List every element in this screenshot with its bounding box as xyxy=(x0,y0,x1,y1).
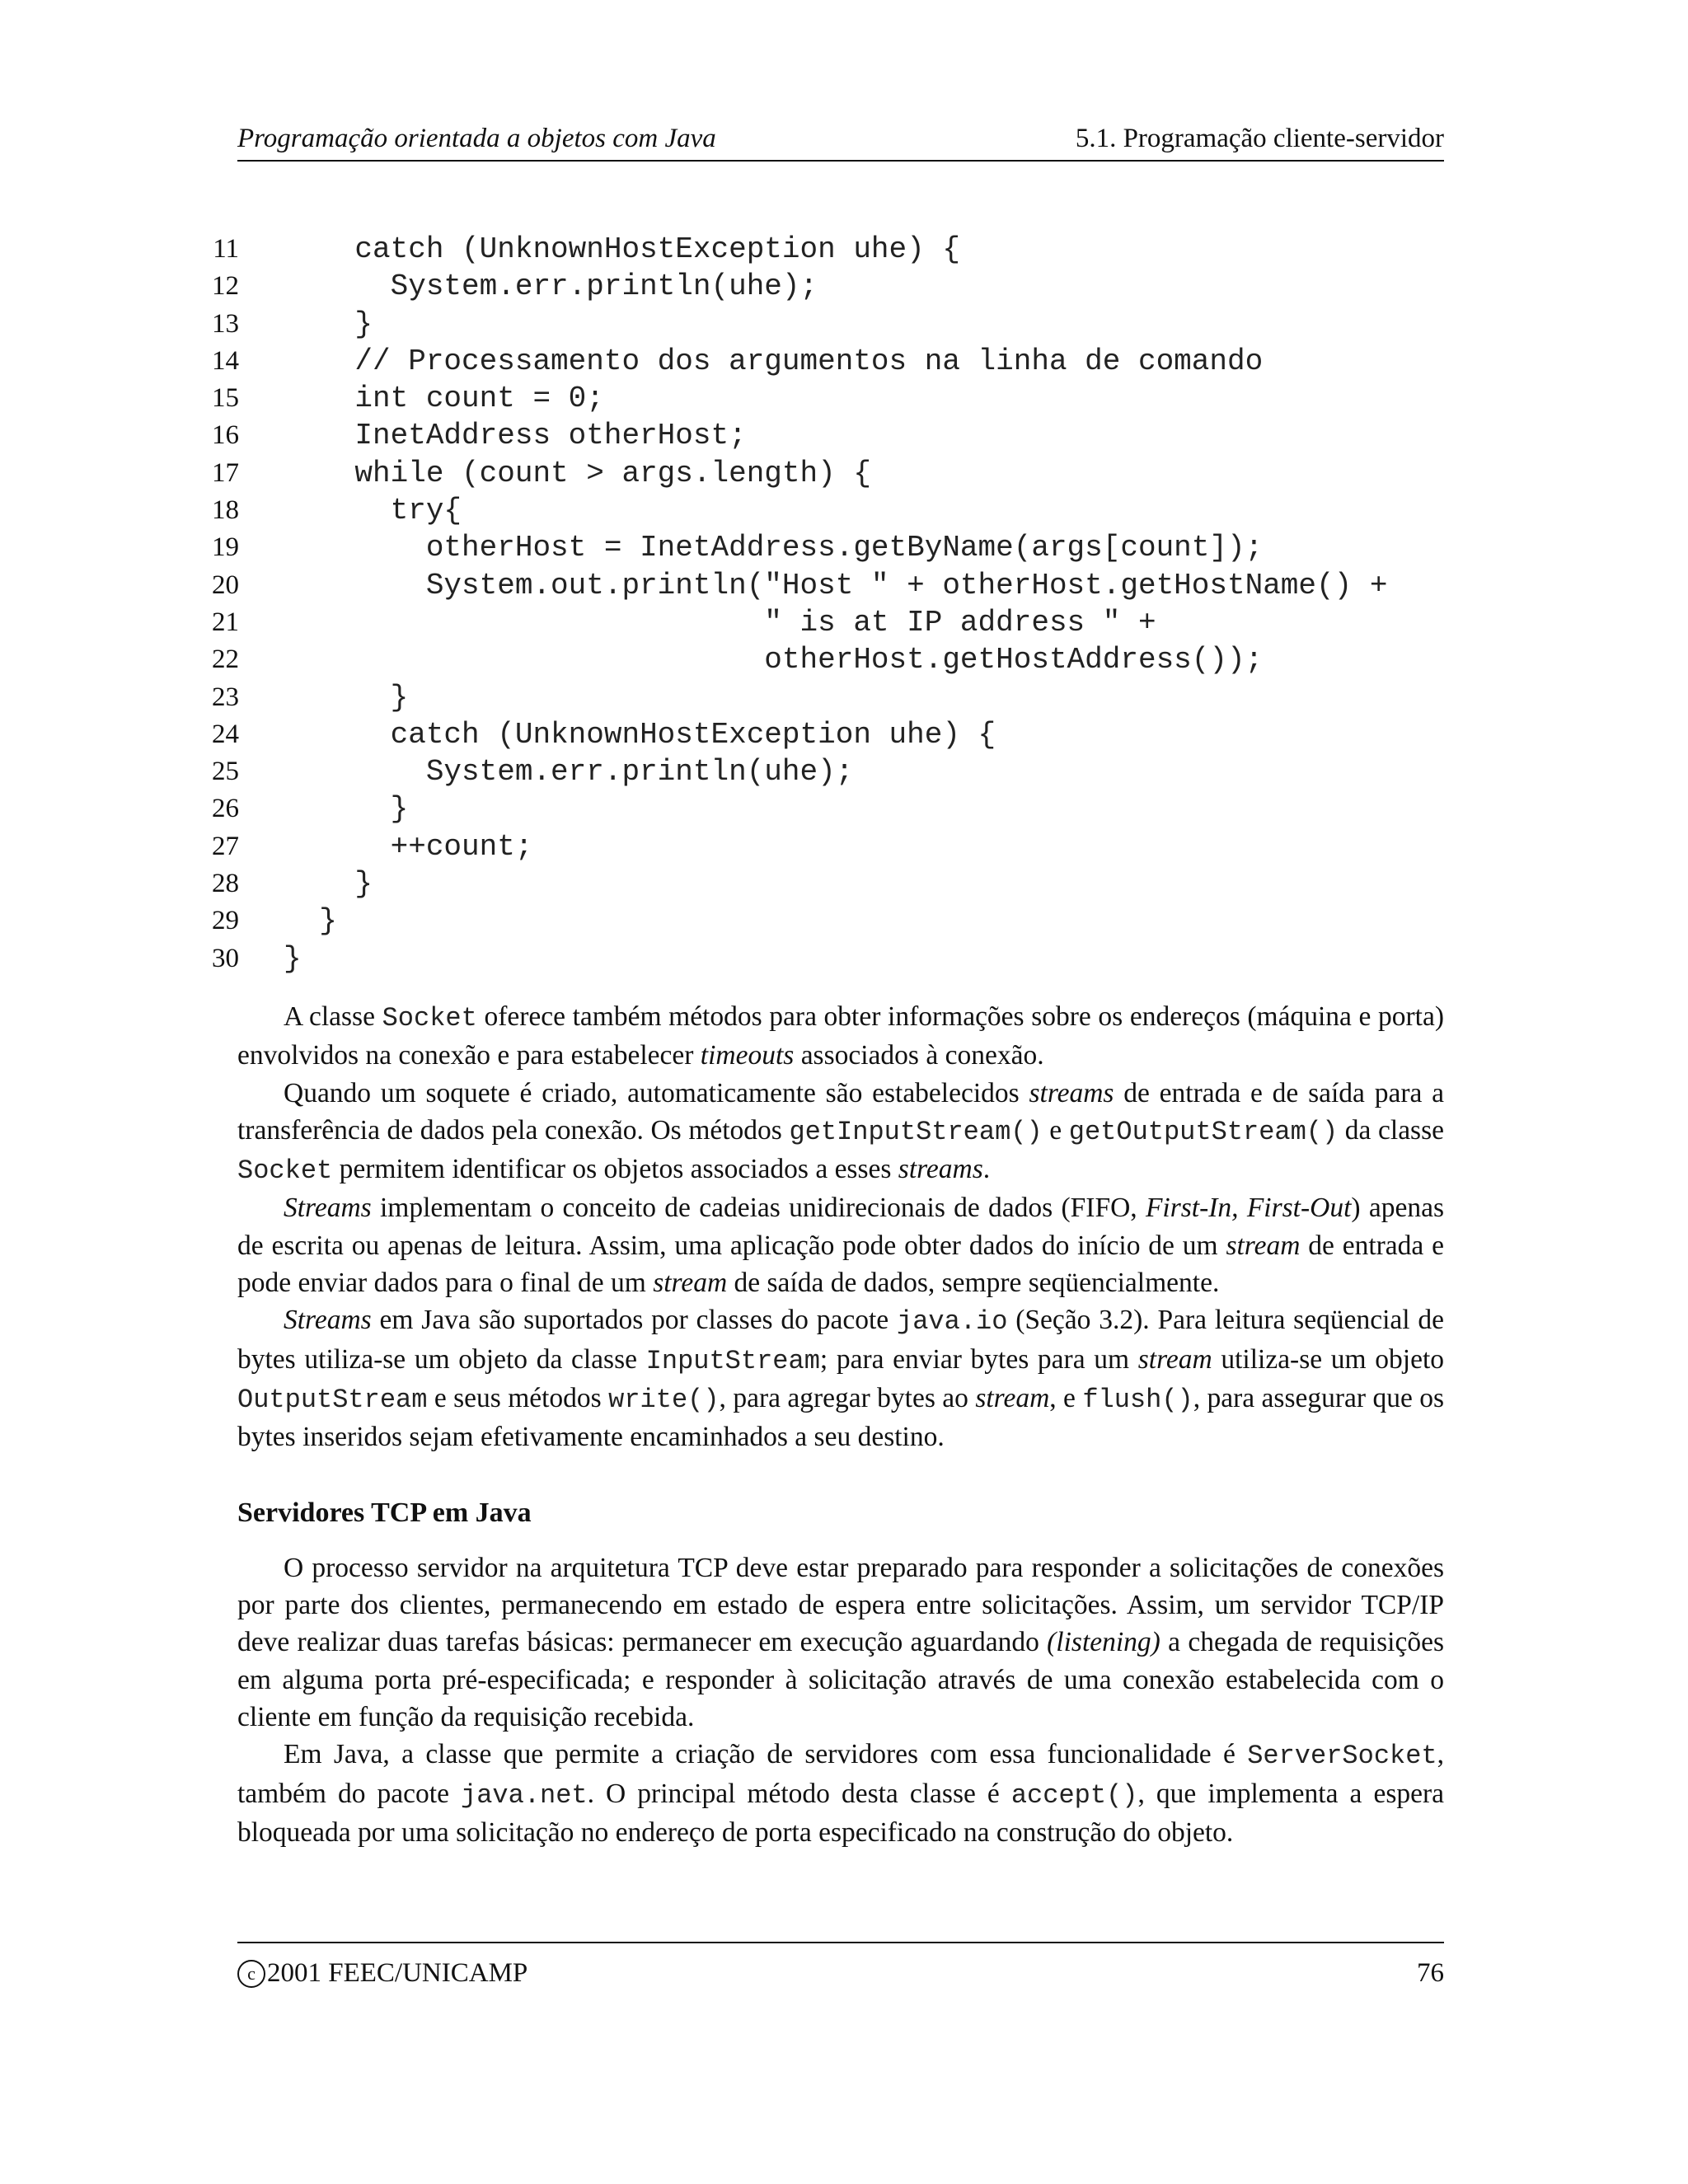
code-text: InetAddress otherHost; xyxy=(284,419,747,453)
code-listing xyxy=(206,231,1492,977)
code-line xyxy=(206,567,1492,604)
code-line xyxy=(206,679,1492,716)
code-line xyxy=(206,716,1492,753)
code-text: System.err.println(uhe); xyxy=(284,269,818,304)
code-text: } xyxy=(284,792,409,827)
code-line xyxy=(206,865,1492,902)
code-text: try{ xyxy=(284,494,462,528)
code-line xyxy=(206,902,1492,940)
body-text xyxy=(237,998,1444,1851)
line-number: 14 xyxy=(212,345,239,376)
line-number: 24 xyxy=(212,719,239,749)
code-text: } xyxy=(284,904,337,939)
code-line xyxy=(206,306,1492,343)
line-number: 22 xyxy=(212,644,239,675)
code-text: ++count; xyxy=(284,829,533,864)
code-text: } xyxy=(284,941,302,976)
page-footer xyxy=(237,1942,1444,1988)
line-number: 28 xyxy=(212,869,239,899)
page-number: 76 xyxy=(1417,1958,1444,1988)
inline-code: getOutputStream() xyxy=(1068,1116,1339,1147)
code-line xyxy=(206,790,1492,827)
line-number: 12 xyxy=(212,271,239,302)
code-text: while (count > args.length) { xyxy=(284,456,871,490)
inline-code: write() xyxy=(608,1384,720,1415)
line-number: 23 xyxy=(212,682,239,712)
code-text: System.err.println(uhe); xyxy=(284,755,854,790)
line-number: 29 xyxy=(212,906,239,936)
code-line xyxy=(206,828,1492,865)
code-text: otherHost = InetAddress.getByName(args[count]); xyxy=(284,531,1264,565)
line-number: 21 xyxy=(212,607,239,637)
line-number: 25 xyxy=(212,757,239,787)
inline-code: Socket xyxy=(237,1155,333,1187)
paragraph-socket-methods: A classe Socket oferece também métodos para obter informações sobre os endereços (máquina e porta) envolvidos na conexão e para estabelecer timeouts associados à conexão. xyxy=(237,1001,1444,1071)
code-line xyxy=(206,604,1492,641)
inline-code: flush() xyxy=(1082,1384,1193,1415)
code-line xyxy=(206,380,1492,417)
code-text: // Processamento dos argumentos na linha de comando xyxy=(284,344,1264,378)
code-text: } xyxy=(284,307,373,341)
line-number: 13 xyxy=(212,308,239,339)
inline-code: java.io xyxy=(897,1306,1008,1338)
code-text: } xyxy=(284,680,409,715)
line-number: 20 xyxy=(212,569,239,600)
paragraph-streams-creation: Quando um soquete é criado, automaticamente são estabelecidos streams de entrada e de saída para a transferência de dados pela conexão. Os métodos getInputStream() e getOutputStream() da classe Socket permitem identificar os objetos associados a esses streams. xyxy=(237,1077,1445,1187)
code-line xyxy=(206,940,1492,977)
paragraph-tcp-server: O processo servidor na arquitetura TCP deve estar preparado para responder a solicitações de conexões por parte dos clientes, permanecendo em estado de espera entre solicitações. Assim, um servidor TCP/IP deve realizar duas tarefas básicas: permanecer em execução aguardando (listening) a chegada de requisições em alguma porta pré-especificada; e responder à solicitação através de uma conexão estabelecida com o cliente em função da requisição recebida. xyxy=(237,1552,1444,1733)
copyright-icon: c xyxy=(237,1960,265,1988)
line-number: 19 xyxy=(212,532,239,563)
inline-code: java.net xyxy=(461,1779,588,1811)
code-text: System.out.println("Host " + otherHost.getHostName() + xyxy=(284,568,1388,602)
inline-code: accept() xyxy=(1010,1779,1138,1811)
code-line xyxy=(206,492,1492,529)
running-header xyxy=(237,124,1444,162)
inline-code: InputStream xyxy=(645,1345,820,1376)
line-number: 16 xyxy=(212,420,239,451)
code-line xyxy=(206,455,1492,492)
code-line xyxy=(206,268,1492,305)
inline-code: OutputStream xyxy=(237,1384,428,1415)
line-number: 18 xyxy=(212,495,239,526)
line-number: 15 xyxy=(212,383,239,414)
code-line xyxy=(206,343,1492,380)
code-text: catch (UnknownHostException uhe) { xyxy=(284,232,960,266)
code-text: int count = 0; xyxy=(284,382,604,416)
line-number: 11 xyxy=(213,234,239,264)
section-heading: Servidores TCP em Java xyxy=(237,1497,532,1528)
line-number: 30 xyxy=(212,943,239,973)
footer-copyright xyxy=(237,1958,528,1989)
line-number: 26 xyxy=(212,794,239,824)
code-line xyxy=(206,417,1492,454)
code-line xyxy=(206,641,1492,678)
code-line xyxy=(206,753,1492,790)
footer-copyright-text: 2001 FEEC/UNICAMP xyxy=(267,1958,528,1988)
paragraph-java-io: Streams em Java são suportados por classes do pacote java.io (Seção 3.2). Para leitura seqüencial de bytes utiliza-se um objeto da classe InputStream; para enviar bytes para um stream utiliza-se um objeto OutputStream e seus métodos write(), para agregar bytes ao stream, e flush(), para assegurar que os bytes inseridos sejam efetivamente encaminhados a seu destino. xyxy=(237,1305,1445,1453)
inline-code: ServerSocket xyxy=(1247,1741,1437,1772)
code-text: otherHost.getHostAddress()); xyxy=(284,643,1264,677)
paragraph-server-socket: Em Java, a classe que permite a criação de servidores com essa funcionalidade é ServerSocket, também do pacote java.net. O principal método desta classe é accept(), que implementa a espera bloqueada por uma solicitação no endereço de porta especificado na construção do objeto. xyxy=(237,1739,1445,1848)
line-number: 27 xyxy=(212,831,239,861)
paragraph-streams-concept: Streams implementam o conceito de cadeias unidirecionais de dados (FIFO, First-In, First-Out) apenas de escrita ou apenas de leitura. Assim, uma aplicação pode obter dados do início de um stream de entrada e pode enviar dados para o final de um stream de saída de dados, sempre seqüencialmente. xyxy=(237,1193,1444,1299)
inline-code: Socket xyxy=(382,1003,477,1033)
inline-code: getInputStream() xyxy=(789,1116,1043,1147)
header-book-title: Programação orientada a objetos com Java xyxy=(237,124,716,153)
code-text: " is at IP address " + xyxy=(284,605,1156,640)
code-line xyxy=(206,231,1492,268)
line-number: 17 xyxy=(212,457,239,488)
code-line xyxy=(206,529,1492,566)
code-text: catch (UnknownHostException uhe) { xyxy=(284,717,996,752)
header-section-title: 5.1. Programação cliente-servidor xyxy=(1075,124,1444,153)
code-text: } xyxy=(284,867,373,902)
